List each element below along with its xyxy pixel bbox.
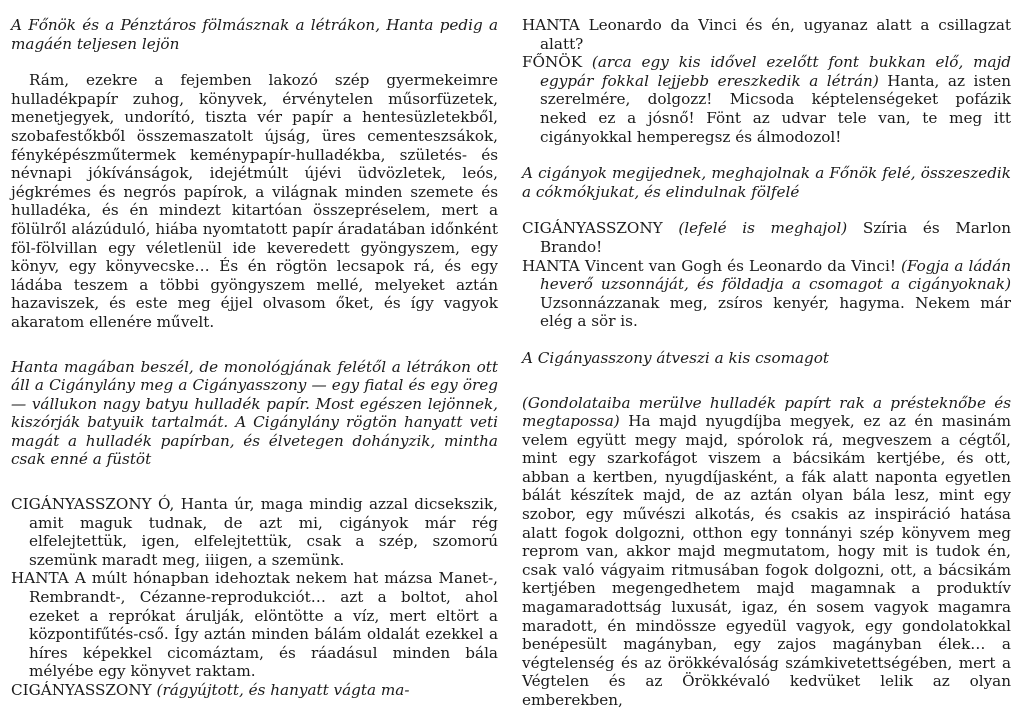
speaker-name: CIGÁNYASSZONY (522, 219, 663, 238)
dialogue-text: Vincent van Gogh és Leonardo da Vinci! (584, 256, 896, 275)
dialogue-line (11, 681, 498, 700)
speaker-name: HANTA (522, 256, 580, 275)
speaker-name: FŐNÖK (522, 53, 583, 72)
dialogue-text: A múlt hónapban idehoztak nekem hat mázsa Manet-, Rembrandt-, Cézanne-reprodukciót… azt a boltot, ahol ezeket a reprókat árulják, elöntötte a víz, mert eltört a központifűtés-cső. Így aztán minden bálám oldalát ezekkel a híres képekkel cicomáztam, és ráadásul minden bála mélyébe egy könyvet raktam. (29, 569, 498, 681)
stage-direction-inline: (Fogja a ládán heverő uzsonnáját, és földadja a csomagot a cigányoknak) (540, 256, 1012, 294)
dialogue-text: Szíria és Marlon Brando! (540, 219, 1011, 256)
stage-direction-inline: (lefelé is meghajol) (678, 219, 848, 238)
speaker-name: HANTA (522, 16, 580, 34)
right-column (522, 16, 1011, 710)
stage-direction: A cigányok megijednek, meghajolnak a Főnök felé, összeszedik a cókmókjukat, és elindulnak fölfelé (522, 164, 1011, 201)
dialogue-line (522, 219, 1011, 256)
left-column (11, 16, 498, 700)
stage-direction-inline: (rágyújtott, és hanyatt vágta ma- (156, 681, 410, 699)
stage-direction-inline: (Gondolataiba merülve hulladék papírt rak a présteknőbe és megtapossa) (522, 393, 1011, 431)
stage-direction: A Főnök és a Pénztáros fölmásznak a létrákon, Hanta pedig a magáén teljesen lejön (11, 16, 498, 53)
dialogue-line (522, 16, 1011, 53)
dialogue-line (522, 53, 1011, 146)
monologue-paragraph (522, 394, 1011, 710)
speaker-name: HANTA (11, 569, 69, 588)
speaker-name: CIGÁNYASSZONY (11, 681, 152, 699)
dialogue-text: Hanta, az isten szerelmére, dolgozz! Micsoda képtelenségeket pofázik neked ez a jósnő! Fönt az udvar tele van, te meg itt cigányokkal hemperegsz és álmodozol! (540, 71, 1011, 146)
dialogue-text: Uzsonnázzanak meg, zsíros kenyér, hagyma. Nekem már elég a sör is. (540, 293, 1011, 331)
speaker-name: CIGÁNYASSZONY (11, 495, 152, 514)
monologue-paragraph: Rám, ezekre a fejemben lakozó szép gyermekeimre hulladékpapír zuhog, könyvek, érvénytelen műsorfüzetek, menetjegyek, undorító, tiszta vér papír a hentesüzletekből, szobafestőkből összemaszatolt újság, üres cementeszsákok, fényképészműtermek keménypapír-hulladékba, születés- és névnapi jókívánságok, idejétmúlt újévi üdvözletek, leós, jégkrémes és negrós papírok, a világnak minden szemete és hulladéka, és én mindezt kitartóan összepréselem, mert a fölülről alázúduló, hiába nyomtatott papír áradatában időnként föl-fölvillan egy véletlenül ide keveredett gyöngyszem, egy könyv, egy könyvecske… És én rögtön lecsapok rá, és egy ládába teszem a többi gyöngyszem mellé, melyeket aztán hazaviszek, és este meg éjjel olvasom őket, és így vagyok akaratom ellenére művelt. (11, 71, 498, 331)
dialogue-line (11, 495, 498, 569)
stage-direction: Hanta magában beszél, de monológjának felétől a létrákon ott áll a Cigánylány meg a Cigányasszony — egy fiatal és egy öreg — vállukon nagy batyu hulladék papír. Most egészen lejönnek, kiszórják batyuik tartalmát. A Cigánylány rögtön hanyatt veti magát a hulladék papírban, és élvetegen dohányzik, mintha csak enné a füstöt (11, 357, 498, 469)
dialogue-text: Ó, Hanta úr, maga mindig azzal dicsekszik, amit maguk tudnak, de azt mi, cigányok már rég elfelejtettük, igen, elfelejtettük, csak a szép, szomorú szemünk maradt meg, iiigen, a szemünk. (29, 495, 498, 569)
stage-direction-inline: (arca egy kis idővel ezelőtt font bukkan elő, majd egypár fokkal lejjebb ereszkedik a létrán) (540, 53, 1012, 90)
dialogue-line (11, 569, 498, 681)
dialogue-text: Leonardo da Vinci és én, ugyanaz alatt a csillagzat alatt? (540, 16, 1011, 53)
dialogue-line (522, 257, 1011, 331)
dialogue-text: Ha majd nyugdíjba megyek, ez az én masinám velem együtt megy majd, spórolok rá, megveszem a cégtől, mint egy szarkofágot viszem a bácsikám kertjébe, és ott, abban a kertben, nyugdíjasként, a fák alatt naponta egyetlen bálát készítek majd, de az aztán olyan bála lesz, mint egy szobor, egy művészi alkotás, és csakis az inspiráció hatása alatt fogok dolgozni, otthon egy tonnányi szép könyvem meg reprom van, akkor majd megmutatom, hogy mit is tudok én, csak való vágyaim ritmusában fogok dolgozni, ott, a bácsikám kertjében megengedhetem majd magamnak a produktív magamaradottság luxusát, igaz, én sosem vagyok magamra maradott, én mindössze egyedül vagyok, egy gondolatokkal benépesült magányban, egy zajos magányban élek… a végtelenség és az örökkévalóság számkivetettségében, mert a Végtelen és az Örökkévaló kedvüket lelik az olyan emberekben, (522, 412, 1012, 709)
stage-direction: A Cigányasszony átveszi a kis csomagot (522, 348, 830, 367)
